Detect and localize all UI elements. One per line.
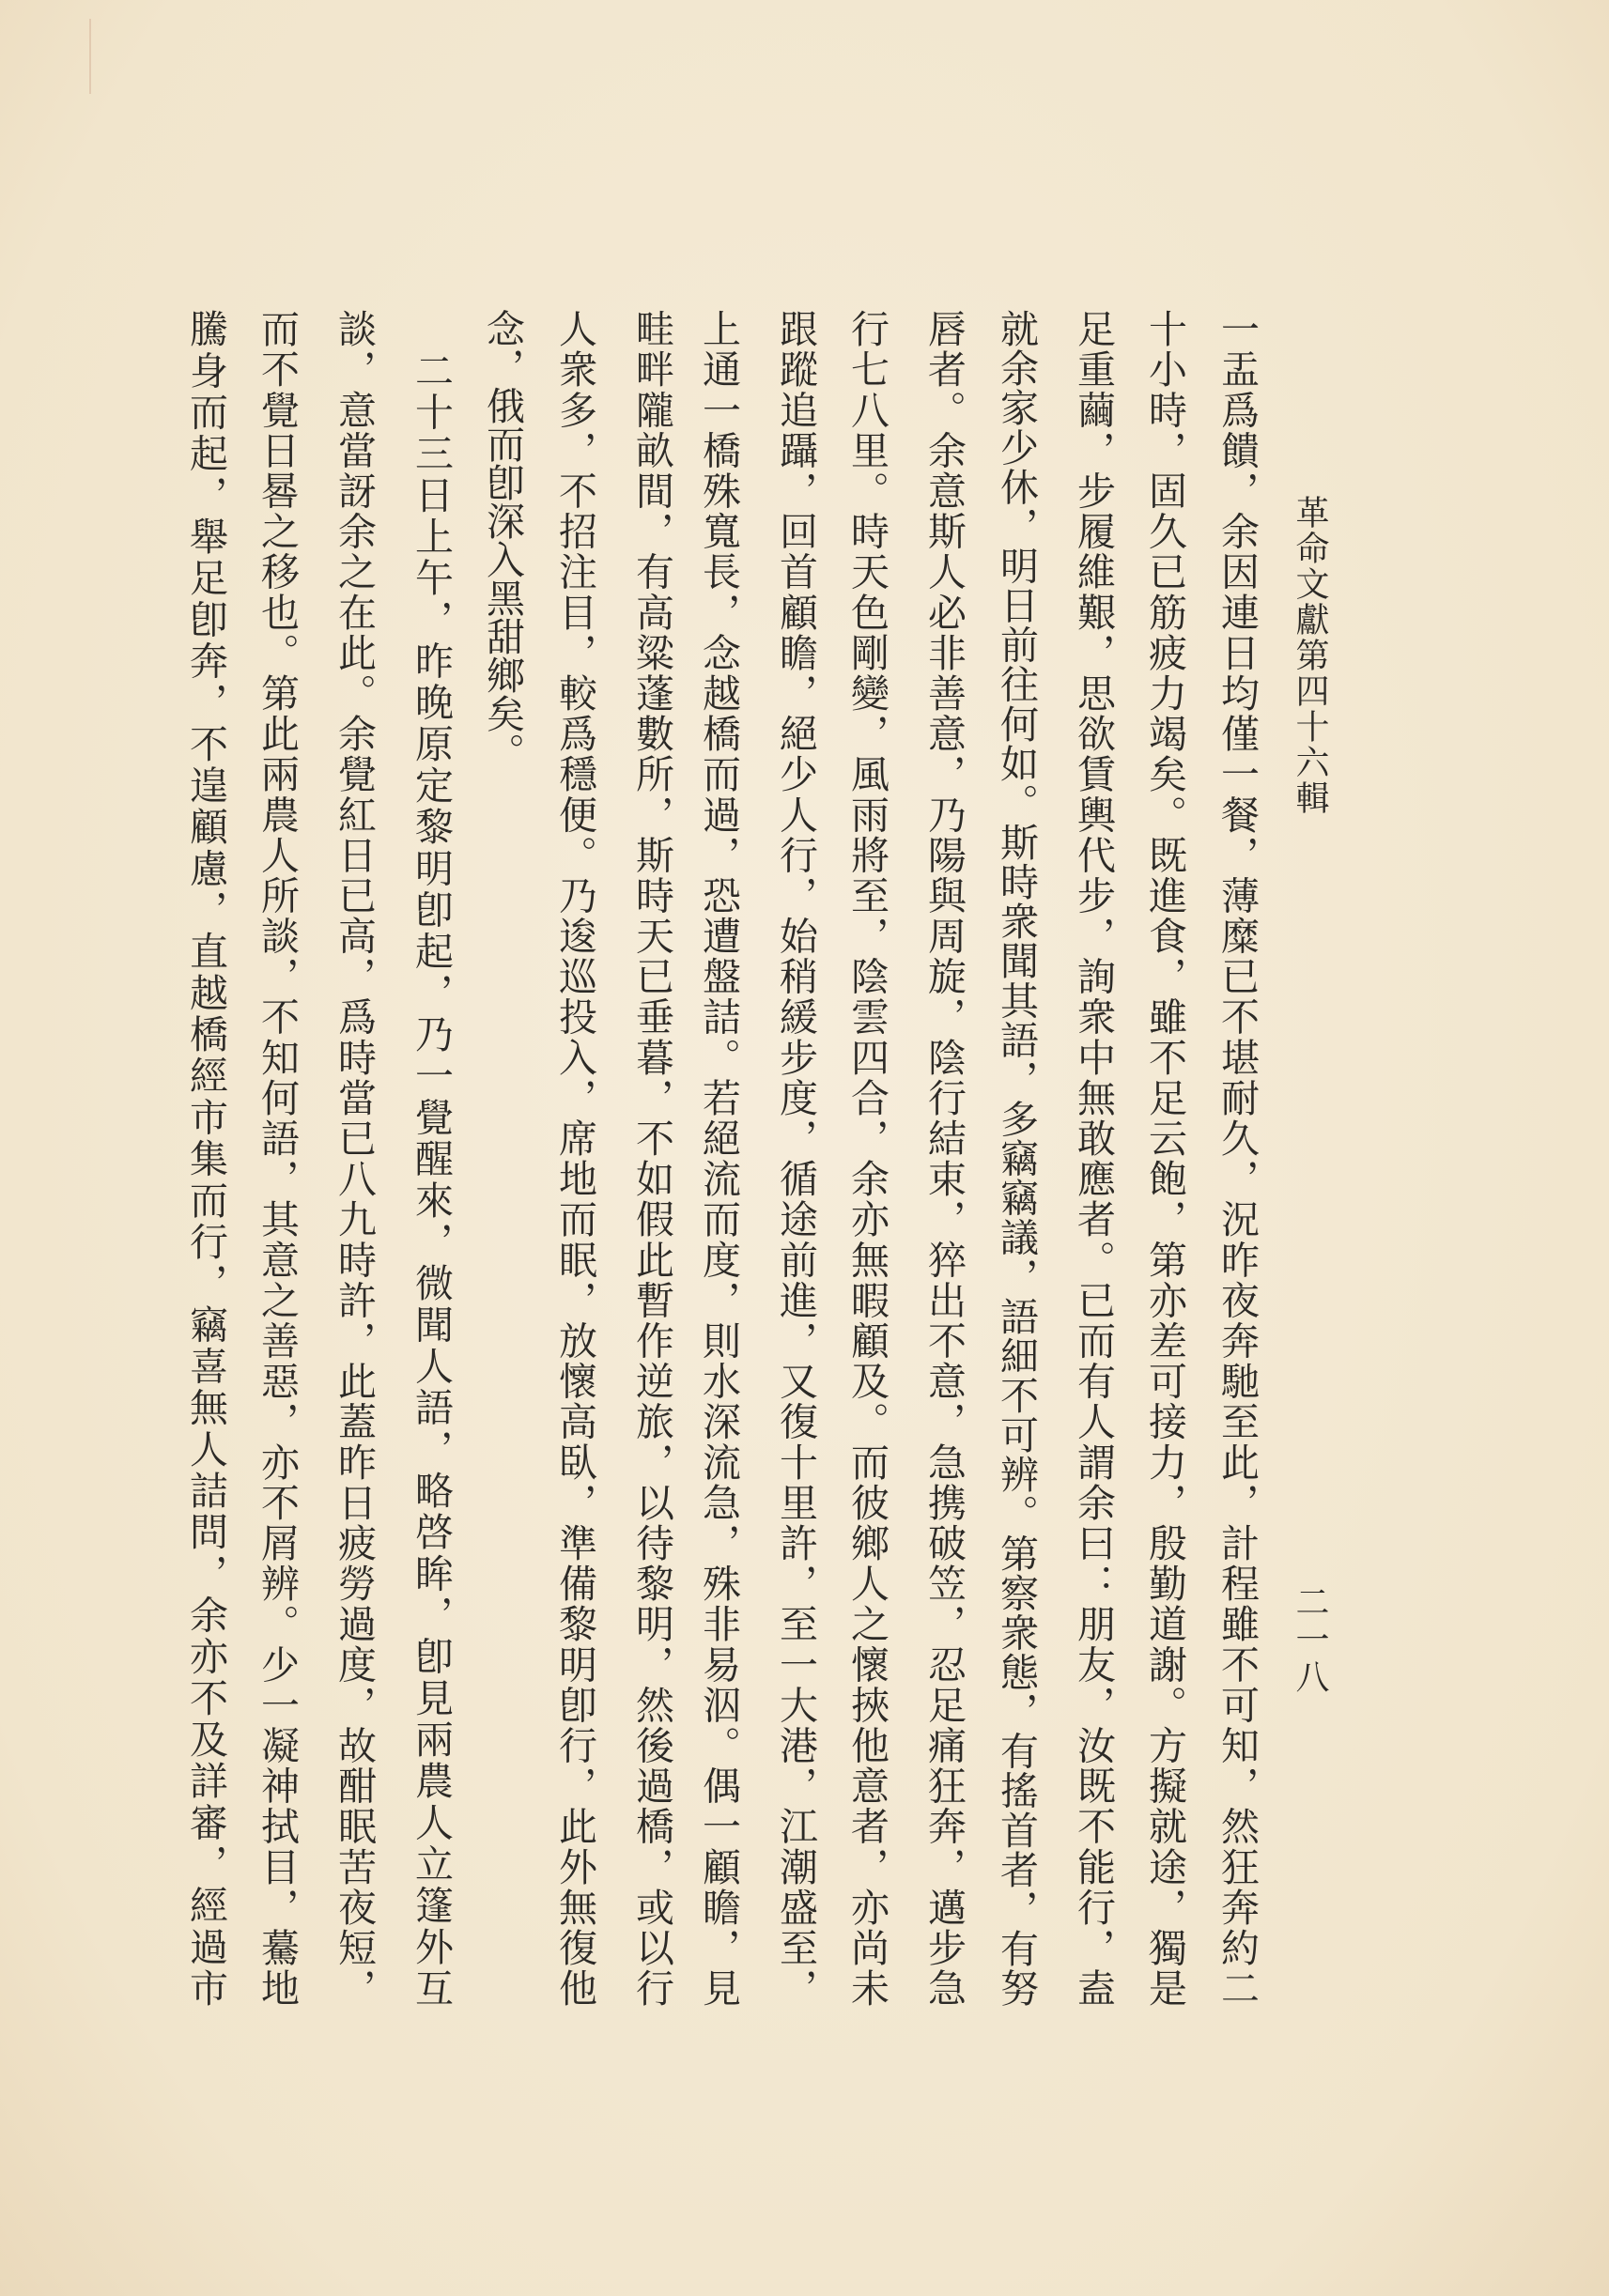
paper-mark	[89, 19, 91, 94]
text-column: 足重繭，步履維艱，思欲賃輿代步，詢衆中無敢應者。已而有人謂余曰：朋友，汝既不能行，盍	[1071, 309, 1116, 2007]
text-column: 唇者。余意斯人必非善意，乃陽與周旋，陰行結束，猝出不意，急携破笠，忍足痛狂奔，邁步急	[921, 309, 967, 2007]
text-column: 騰身而起，舉足卽奔，不遑顧慮，直越橋經市集而行，竊喜無人詰問，余亦不及詳審，經過市	[183, 309, 228, 2007]
text-column: 就余家少休，明日前往何如。斯時衆聞其語，多竊竊議，語細不可辨。第察衆態，有搖首者，有努	[994, 309, 1039, 2007]
text-column: 行七八里。時天色剛變，風雨將至，陰雲四合，余亦無暇顧及。而彼鄉人之懷挾他意者，亦尚未	[844, 309, 890, 2007]
page-number: 二一八	[1291, 1584, 1329, 1697]
text-column: 二十三日上午，昨晚原定黎明卽起，乃一覺醒來，微聞人語，略啓眸，卽見兩農人立篷外互	[409, 309, 454, 2007]
text-column: 一盂爲饋，余因連日均僅一餐，薄糜已不堪耐久，況昨夜奔馳至此，計程雖不可知，然狂奔約二	[1214, 309, 1260, 2007]
text-column: 談，意當訝余之在此。余覺紅日已高，爲時當已八九時許，此蓋昨日疲勞過度，故酣眠苦夜短，	[332, 309, 377, 2007]
text-column: 跟蹤追躡，回首顧瞻，絕少人行，始稍緩步度，循途前進，又復十里許，至一大港，江潮盛至，	[773, 309, 818, 2007]
text-column: 念，俄而卽深入黑甜鄉矣。	[480, 309, 525, 771]
text-column: 而不覺日晷之移也。第此兩農人所談，不知何語，其意之善惡，亦不屑辨。少一凝神拭目，驀地	[255, 309, 300, 2007]
text-column: 上通一橋殊寬長，念越橋而過，恐遭盤詰。若絕流而度，則水深流急，殊非易泅。偶一顧瞻，見	[696, 309, 741, 2007]
text-column: 人衆多，不招注目，較爲穩便。乃逡巡投入，席地而眠，放懷高臥，準備黎明卽行，此外無復他	[552, 309, 597, 2007]
running-header: 革命文獻第四十六輯	[1291, 495, 1329, 816]
text-column: 畦畔隴畝間，有高粱蓬數所，斯時天已垂暮，不如假此暫作逆旅，以待黎明，然後過橋，或以行	[629, 309, 674, 2007]
text-column: 十小時，固久已筋疲力竭矣。既進食，雖不足云飽，第亦差可接力，殷勤道謝。方擬就途，獨是	[1142, 309, 1187, 2007]
